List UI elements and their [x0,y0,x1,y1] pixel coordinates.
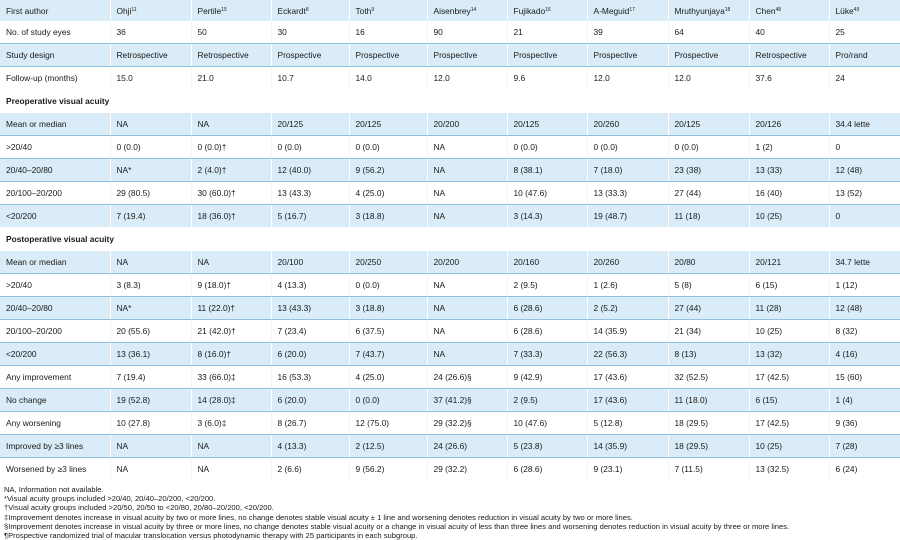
table-cell: 20/260 [587,251,668,274]
table-cell: 5 (23.8) [507,435,587,458]
table-cell: 13 (43.3) [271,182,349,205]
table-cell: 13 (33) [749,159,829,182]
section-header-row [0,227,900,251]
table-cell: 9 (56.2) [349,159,427,182]
reference-number: 49 [853,6,860,13]
row-label: Worsened by ≥3 lines [6,464,87,474]
table-cell: 20/200 [427,113,507,136]
header-author [749,0,829,21]
table-cell: 2 (5.2) [587,297,668,320]
row-label: 20/40–20/80 [0,297,110,320]
table-cell: NA [427,343,507,366]
table-cell: 20/160 [507,251,587,274]
table-cell: 50 [191,21,271,44]
table-row [0,67,900,90]
table-cell: 8 (32) [829,320,900,343]
reference-number: 9 [371,6,375,13]
table-cell: 12 (48) [829,297,900,320]
table-cell: 6 (20.0) [271,343,349,366]
table-cell: 20/125 [668,113,749,136]
table-cell: 3 (6.0)‡ [191,412,271,435]
table-cell: NA [427,274,507,297]
reference-number: 48 [775,6,782,13]
header-label: Aisenbrey [433,5,471,16]
table-cell: 0 (0.0) [507,136,587,159]
table-cell: 7 (19.4) [110,366,191,389]
table-cell: NA [427,182,507,205]
table-cell: 3 (14.3) [507,205,587,228]
footnotes [0,480,804,540]
table-cell: 10 (47.6) [507,182,587,205]
table-cell: Retrospective [191,44,271,67]
table-cell: 10 (25) [749,320,829,343]
table-cell: 24 (26.6)§ [427,366,507,389]
table-row [0,343,900,366]
table-cell: 2 (12.5) [349,435,427,458]
header-label: Eckardt [277,5,306,16]
header-label: Ohji [116,5,132,16]
table-cell: 20/100 [271,251,349,274]
table-cell: 20/125 [349,113,427,136]
table-cell: 13 (33.3) [587,182,668,205]
table-cell: 29 (32.2) [427,458,507,481]
table-cell: 0 (0.0)† [191,136,271,159]
table-cell: 18 (36.0)† [191,205,271,228]
table-cell: 12 (75.0) [349,412,427,435]
table-cell: 0 [829,136,900,159]
row-label: 20/40–20/80 [0,159,110,182]
table-cell: 20/121 [749,251,829,274]
table-cell: Prospective [271,44,349,67]
section-title: Postoperative visual acuity [0,227,900,251]
table-cell: 6 (15) [749,389,829,412]
header-label: Pertile [197,5,222,16]
table-cell: 11 (18) [668,205,749,228]
table-cell: 10 (47.6) [507,412,587,435]
table-cell: 5 (16.7) [271,205,349,228]
table-cell: Retrospective [749,44,829,67]
table-cell: 23 (38) [668,159,749,182]
table-cell: 13 (36.1) [110,343,191,366]
table-row [0,205,900,228]
footnote: ¶Prospective randomized trial of macular translocation versus photodynamic therapy with 25 participants in each subgroup. [4,531,418,540]
table-cell: 0 (0.0) [349,274,427,297]
table-cell: 3 (18.8) [349,297,427,320]
section-title: Preoperative visual acuity [0,89,900,113]
table-cell: 7 (23.4) [271,320,349,343]
row-label: Mean or median [0,251,110,274]
table-cell: 11 (18.0) [668,389,749,412]
table-row [0,136,900,159]
table-cell: 1 (2.6) [587,274,668,297]
table-cell: NA* [110,297,191,320]
table-row [0,159,900,182]
table-cell: 6 (37.5) [349,320,427,343]
table-cell: 17 (43.6) [587,389,668,412]
table-cell: Retrospective [110,44,191,67]
row-label: Improved by ≥3 lines [0,435,110,458]
header-author [829,0,900,21]
reference-number: 16 [545,6,551,13]
table-cell: 10 (25) [749,205,829,228]
table-cell: 16 (53.3) [271,366,349,389]
table-cell: 34.4 lette [829,113,900,136]
reference-number: 14 [470,6,477,13]
table-cell: Prospective [507,44,587,67]
table-cell: 6 (28.6) [507,320,587,343]
table-cell: Prospective [668,44,749,67]
table-cell: 18 (29.5) [668,435,749,458]
row-label: 20/100–20/200 [0,320,110,343]
header-label: Toth [355,5,372,16]
table-row [0,412,900,435]
table-cell: 7 (43.7) [349,343,427,366]
row-label: >20/40 [0,274,110,297]
table-cell: Prospective [427,44,507,67]
table-cell: 29 (32.2)§ [427,412,507,435]
footnote: *Visual acuity groups included >20/40, 20/40–20/200, <20/200. [4,494,216,504]
table-cell: 21 (34) [668,320,749,343]
table-cell: 39 [587,21,668,44]
table-cell: 8 (26.7) [271,412,349,435]
reference-number: 17 [629,6,635,13]
table-cell: 30 [271,21,349,44]
table-cell: 40 [749,21,829,44]
footnote: ‡Improvement denotes increase in visual acuity by two or more lines, no change denotes stable visual acuity ± 1 line and worsening denotes reduction in visual acuity by two or more lines. [4,512,633,522]
header-author [427,0,507,21]
table-cell: 32 (52.5) [668,366,749,389]
table-cell: 2 (4.0)† [191,159,271,182]
table-row [0,389,900,412]
header-author [110,0,191,21]
table-cell: 19 (52.8) [110,389,191,412]
table-cell: 7 (19.4) [110,205,191,228]
header-label: A-Meguid [593,5,630,16]
table-cell: 6 (28.6) [507,297,587,320]
table-cell: 21 (42.0)† [191,320,271,343]
table-row [0,435,900,458]
table-cell: NA [110,458,191,481]
table-cell: 8 (38.1) [507,159,587,182]
table-cell: 9 (56.2) [349,458,427,481]
header-label: First author [6,5,49,16]
table-cell: 20/80 [668,251,749,274]
row-label: Any worsening [0,412,110,435]
table-row [0,274,900,297]
table-cell: 25 [829,21,900,44]
header-author [349,0,427,21]
table-row [0,458,900,481]
table-cell: 6 (15) [749,274,829,297]
table-cell: 0 (0.0) [587,136,668,159]
table-cell: NA [427,320,507,343]
table-cell: 36 [110,21,191,44]
header-author [191,0,271,21]
table-cell: 7 (11.5) [668,458,749,481]
table-cell: 18 (29.5) [668,412,749,435]
table-row [0,21,900,44]
table-cell: NA [191,113,271,136]
table-cell: NA [427,136,507,159]
header-first-author [0,0,110,21]
table-cell: 10 (25) [749,435,829,458]
row-label: No change [0,389,110,412]
reference-number: 15 [221,6,227,13]
table-cell: NA [427,159,507,182]
table-cell: 11 (22.0)† [191,297,271,320]
table-cell: 8 (13) [668,343,749,366]
table-cell: 0 [829,205,900,228]
table-cell: 20/250 [349,251,427,274]
header-row [0,0,900,21]
table-cell: NA [110,435,191,458]
table-cell: 4 (16) [829,343,900,366]
table-cell: NA [427,205,507,228]
table-cell: 2 (9.5) [507,389,587,412]
table-cell: 16 [349,21,427,44]
table-cell: 9 (23.1) [587,458,668,481]
table-cell: 17 (43.6) [587,366,668,389]
table-cell: 20 (55.6) [110,320,191,343]
table-cell: 12 (48) [829,159,900,182]
table-cell: 20/260 [587,113,668,136]
header-label: Chen [755,5,776,16]
table-cell: NA [191,251,271,274]
table-cell: 9 (18.0)† [191,274,271,297]
table-cell: 0 (0.0) [271,136,349,159]
table-cell: 12 (40.0) [271,159,349,182]
table-cell: 17 (42.5) [749,366,829,389]
table-cell: 33 (66.0)‡ [191,366,271,389]
table-cell: NA [191,458,271,481]
table-cell: 21.0 [191,67,271,90]
table-cell: 0 (0.0) [349,389,427,412]
table-cell: 7 (33.3) [507,343,587,366]
table-cell: 37 (41.2)§ [427,389,507,412]
table-cell: 17 (42.5) [749,412,829,435]
table-cell: 27 (44) [668,297,749,320]
table-cell: 9.6 [507,67,587,90]
row-label: >20/40 [0,136,110,159]
table-row [0,251,900,274]
table-cell: 13 (32) [749,343,829,366]
row-label: No. of study eyes [0,21,110,44]
table-row [0,182,900,205]
table-cell: 4 (25.0) [349,366,427,389]
table-cell: Pro/rand [829,44,900,67]
table-cell: 12.0 [668,67,749,90]
row-label: <20/200 [0,205,110,228]
footnote: §Improvement denotes increase in visual acuity by three or more lines, no change denotes stable visual acuity or a change in visual acuity of less than three lines and worsening denotes reduction in visual acuity by three or more lines. [4,521,790,531]
table-cell: 24 (26.6) [427,435,507,458]
table-cell: 5 (12.8) [587,412,668,435]
header-author [668,0,749,21]
section-header-row [0,89,900,113]
table-row [0,366,900,389]
table-cell: 2 (9.5) [507,274,587,297]
table-cell: 34.7 lette [829,251,900,274]
table-row [0,113,900,136]
table-cell: 14 (35.9) [587,435,668,458]
table-cell: 13 (32.5) [749,458,829,481]
table-cell: NA [110,251,191,274]
header-author [587,0,668,21]
table-cell: 13 (43.3) [271,297,349,320]
table-cell: 13 (52) [829,182,900,205]
table-cell: 30 (60.0)† [191,182,271,205]
table-cell: 1 (2) [749,136,829,159]
header-author [507,0,587,21]
table-cell: 21 [507,21,587,44]
table-cell: 0 (0.0) [349,136,427,159]
table-cell: 0 (0.0) [668,136,749,159]
reference-number: 8 [305,6,309,13]
table-cell: 27 (44) [668,182,749,205]
table-cell: 10 (27.8) [110,412,191,435]
table-row [0,320,900,343]
table-cell: 37.6 [749,67,829,90]
table-cell: 9 (36) [829,412,900,435]
table-cell: 29 (80.5) [110,182,191,205]
table-cell: 20/125 [271,113,349,136]
table-cell: NA* [110,159,191,182]
table-cell: 12.0 [427,67,507,90]
header-label: Mruthyunjaya [674,5,725,16]
table-cell: 6 (24) [829,458,900,481]
table-cell: 24 [829,67,900,90]
table-row [0,297,900,320]
table-cell: 14 (35.9) [587,320,668,343]
row-label: <20/200 [0,343,110,366]
table-cell: 20/126 [749,113,829,136]
table-cell: NA [427,297,507,320]
table-cell: 0 (0.0) [110,136,191,159]
table-cell: Prospective [587,44,668,67]
table-cell: 3 (18.8) [349,205,427,228]
row-label: 20/100–20/200 [0,182,110,205]
table-cell: 7 (18.0) [587,159,668,182]
row-label: Mean or median [0,113,110,136]
header-label: Lüke [835,5,854,16]
table-cell: NA [110,113,191,136]
table-cell: 4 (13.3) [271,435,349,458]
table-cell: 15 (60) [829,366,900,389]
reference-number: 11 [131,6,137,13]
table-cell: 6 (28.6) [507,458,587,481]
table-cell: 14 (28.0)‡ [191,389,271,412]
footnote: †Visual acuity groups included >20/50, 20/50 to <20/80, 20/80–20/200, <20/200. [4,503,274,513]
table-cell: 9 (42.9) [507,366,587,389]
table-cell: 1 (4) [829,389,900,412]
table-cell: Prospective [349,44,427,67]
table-cell: 8 (16.0)† [191,343,271,366]
table-cell: 14.0 [349,67,427,90]
table-cell: 2 (6.6) [271,458,349,481]
footnote: NA, Information not available. [4,485,104,494]
reference-number: 18 [724,6,731,13]
table-cell: 4 (25.0) [349,182,427,205]
table-cell: 12.0 [587,67,668,90]
header-author [271,0,349,21]
row-label: Follow-up (months) [6,73,78,83]
table-cell: NA [191,435,271,458]
table-cell: 4 (13.3) [271,274,349,297]
header-label: Fujikado [513,5,546,16]
table-cell: 15.0 [110,67,191,90]
table-cell: 7 (28) [829,435,900,458]
table-cell: 10.7 [271,67,349,90]
row-label: Study design [0,44,110,67]
table-cell: 6 (20.0) [271,389,349,412]
table-cell: 11 (28) [749,297,829,320]
table-cell: 1 (12) [829,274,900,297]
table-cell: 64 [668,21,749,44]
table-cell: 3 (8.3) [110,274,191,297]
table-cell: 5 (8) [668,274,749,297]
table-cell: 20/125 [507,113,587,136]
table-cell: 22 (56.3) [587,343,668,366]
table-cell: 20/200 [427,251,507,274]
row-label: Any improvement [0,366,110,389]
table-row [0,44,900,67]
table-cell: 19 (48.7) [587,205,668,228]
table-cell: 90 [427,21,507,44]
table-cell: 16 (40) [749,182,829,205]
